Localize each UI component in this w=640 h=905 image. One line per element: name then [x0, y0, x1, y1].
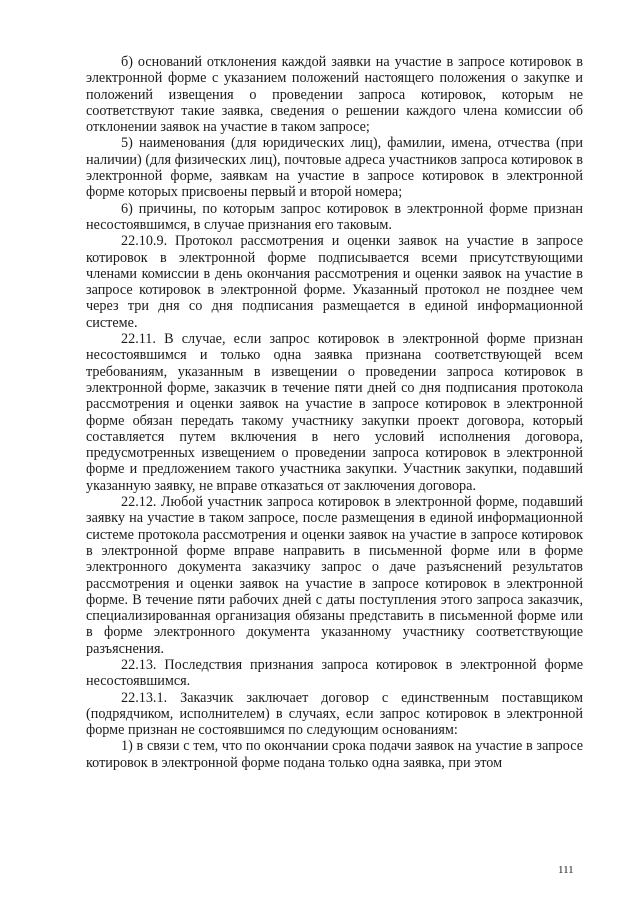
paragraph-item-1: 1) в связи с тем, что по окончании срока подачи заявок на участие в запросе котировок в электронной форме подана только одна заявка, при этом — [86, 738, 583, 771]
paragraph-item-6b: б) оснований отклонения каждой заявки на участие в запросе котировок в электронной форме с указанием положений настоящего положения о закупке и положений извещения о проведении запроса котировок, которым не соответствуют такие заявка, сведения о решении каждого члена комиссии об отклонении заявок на участие в таком запросе; — [86, 54, 583, 136]
paragraph-item-5: 5) наименования (для юридических лиц), фамилии, имена, отчества (при наличии) (для физических лиц), почтовые адреса участников запроса котировок в электронной форме, заявкам на участие в запросе котировок в электронной форме которых присвоены первый и второй номера; — [86, 135, 583, 201]
paragraph-22-10-9: 22.10.9. Протокол рассмотрения и оценки заявок на участие в запросе котировок в электронной форме подписывается всеми присутствующими членами комиссии в день окончания рассмотрения и оценки заявок на участие в запросе котировок в электронной форме. Указанный протокол не позднее чем через три дня со дня подписания размещается в единой информационной системе. — [86, 233, 583, 331]
document-body — [86, 54, 583, 771]
paragraph-22-11: 22.11. В случае, если запрос котировок в электронной форме признан несостоявшимся и только одна заявка признана соответствующей всем требованиям, указанным в извещении о проведении запроса котировок в электронной форме, заказчик в течение пяти дней со дня подписания протокола рассмотрения и оценки заявок на участие в запросе котировок в электронной форме обязан передать такому участнику закупки проект договора, который составляется путем включения в него условий исполнения договора, предусмотренных извещением о проведении запроса котировок в электронной форме и предложением такого участника закупки. Участник закупки, подавший указанную заявку, не вправе отказаться от заключения договора. — [86, 331, 583, 494]
page-number: 111 — [558, 864, 574, 876]
paragraph-item-6: 6) причины, по которым запрос котировок в электронной форме признан несостоявшимся, в случае признания его таковым. — [86, 200, 583, 233]
paragraph-22-13: 22.13. Последствия признания запроса котировок в электронной форме несостоявшимся. — [86, 656, 583, 690]
paragraph-22-12: 22.12. Любой участник запроса котировок в электронной форме, подавший заявку на участие в таком запросе, после размещения в единой информационной системе протокола рассмотрения и оценки заявок на участие в запросе котировок в электронной форме вправе направить в письменной форме или в форме электронного документа заказчику запрос о даче разъяснений результатов рассмотрения и оценки заявок на участие в запросе котировок в электронной форме. В течение пяти рабочих дней с даты поступления этого запроса заказчик, специализированная организация обязаны представить в письменной форме или в форме электронного документа указанному участнику соответствующие разъяснения. — [86, 494, 583, 657]
paragraph-22-13-1: 22.13.1. Заказчик заключает договор с единственным поставщиком (подрядчиком, исполнителем) в случаях, если запрос котировок в электронной форме признан не состоявшимся по следующим основаниям: — [86, 689, 583, 739]
